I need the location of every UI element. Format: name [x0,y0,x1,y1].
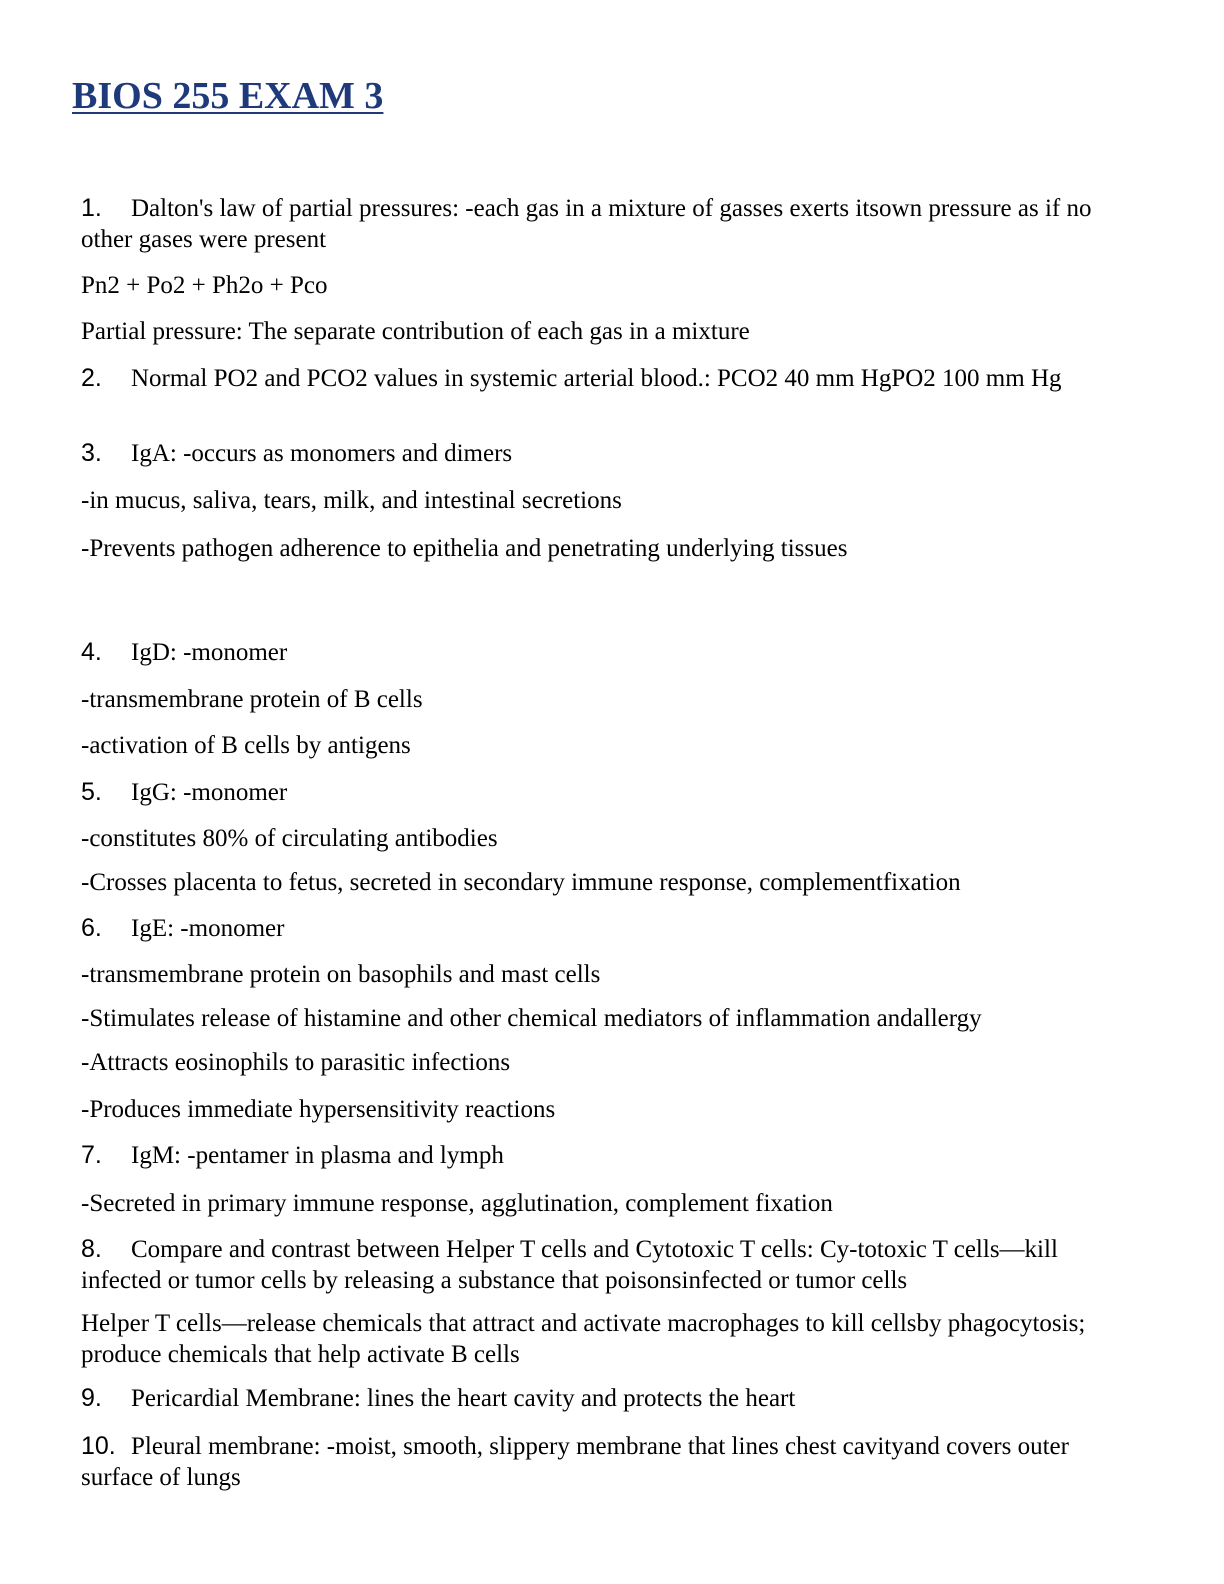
question-text: IgM: -pentamer in plasma and lymph [131,1142,504,1169]
question-text: IgA: -occurs as monomers and dimers [131,440,513,467]
question-number: 7. [81,1141,102,1169]
question-1-detail-1: Pn2 + Po2 + Ph2o + Pco [81,272,328,299]
question-4-detail-2: -activation of B cells by antigens [81,732,411,759]
question-number: 5. [81,778,102,806]
question-10 [81,1431,1131,1493]
question-text: Pericardial Membrane: lines the heart cavity and protects the heart [131,1385,796,1412]
question-6-detail-1: -transmembrane protein on basophils and mast cells [81,961,601,988]
question-5-detail-1: -constitutes 80% of circulating antibodies [81,825,498,852]
question-text: Normal PO2 and PCO2 values in systemic arterial blood.: PCO2 40 mm HgPO2 100 mm Hg [131,365,1062,392]
question-8 [81,1234,1131,1296]
question-3-detail-1: -in mucus, saliva, tears, milk, and intestinal secretions [81,487,622,514]
question-6-detail-2: -Stimulates release of histamine and other chemical mediators of inflammation andallergy [81,1005,982,1032]
question-1 [81,193,1131,255]
question-2 [81,363,1131,394]
question-number: 1. [81,194,102,222]
question-text: IgE: -monomer [131,915,285,942]
question-number: 2. [81,364,102,392]
question-4 [81,637,1131,668]
question-1-detail-2: Partial pressure: The separate contribution of each gas in a mixture [81,318,750,345]
question-6 [81,913,1131,944]
question-number: 6. [81,914,102,942]
question-6-detail-4: -Produces immediate hypersensitivity reactions [81,1096,556,1123]
question-text: IgD: -monomer [131,639,288,666]
question-number: 10. [81,1432,116,1460]
question-number: 9. [81,1384,102,1412]
question-number: 4. [81,638,102,666]
question-text: Dalton's law of partial pressures: -each gas in a mixture of gasses exerts itsown pressure as if no other gases were present [81,195,1092,253]
question-5 [81,777,1131,808]
question-text: IgG: -monomer [131,779,288,806]
question-number: 3. [81,439,102,467]
question-3-detail-2: -Prevents pathogen adherence to epithelia and penetrating underlying tissues [81,535,848,562]
question-4-detail-1: -transmembrane protein of B cells [81,686,423,713]
question-7 [81,1140,1131,1171]
document-title: BIOS 255 EXAM 3 [72,75,384,117]
question-text: Compare and contrast between Helper T cells and Cytotoxic T cells: Cy-totoxic T cells—kill infected or tumor cells by releasing a substance that poisonsinfected or tumor cells [81,1236,1058,1294]
question-text: Pleural membrane: -moist, smooth, slippery membrane that lines chest cavityand covers outer surface of lungs [81,1433,1069,1491]
question-7-detail-1: -Secreted in primary immune response, agglutination, complement fixation [81,1190,833,1217]
question-6-detail-3: -Attracts eosinophils to parasitic infections [81,1049,511,1076]
question-3 [81,438,1131,469]
question-number: 8. [81,1235,102,1263]
question-8-detail-1: Helper T cells—release chemicals that attract and activate macrophages to kill cellsby phagocytosis; produce chemicals that help activate B cells [81,1310,1086,1368]
question-5-detail-2: -Crosses placenta to fetus, secreted in secondary immune response, complementfixation [81,869,961,896]
question-9 [81,1383,1131,1414]
